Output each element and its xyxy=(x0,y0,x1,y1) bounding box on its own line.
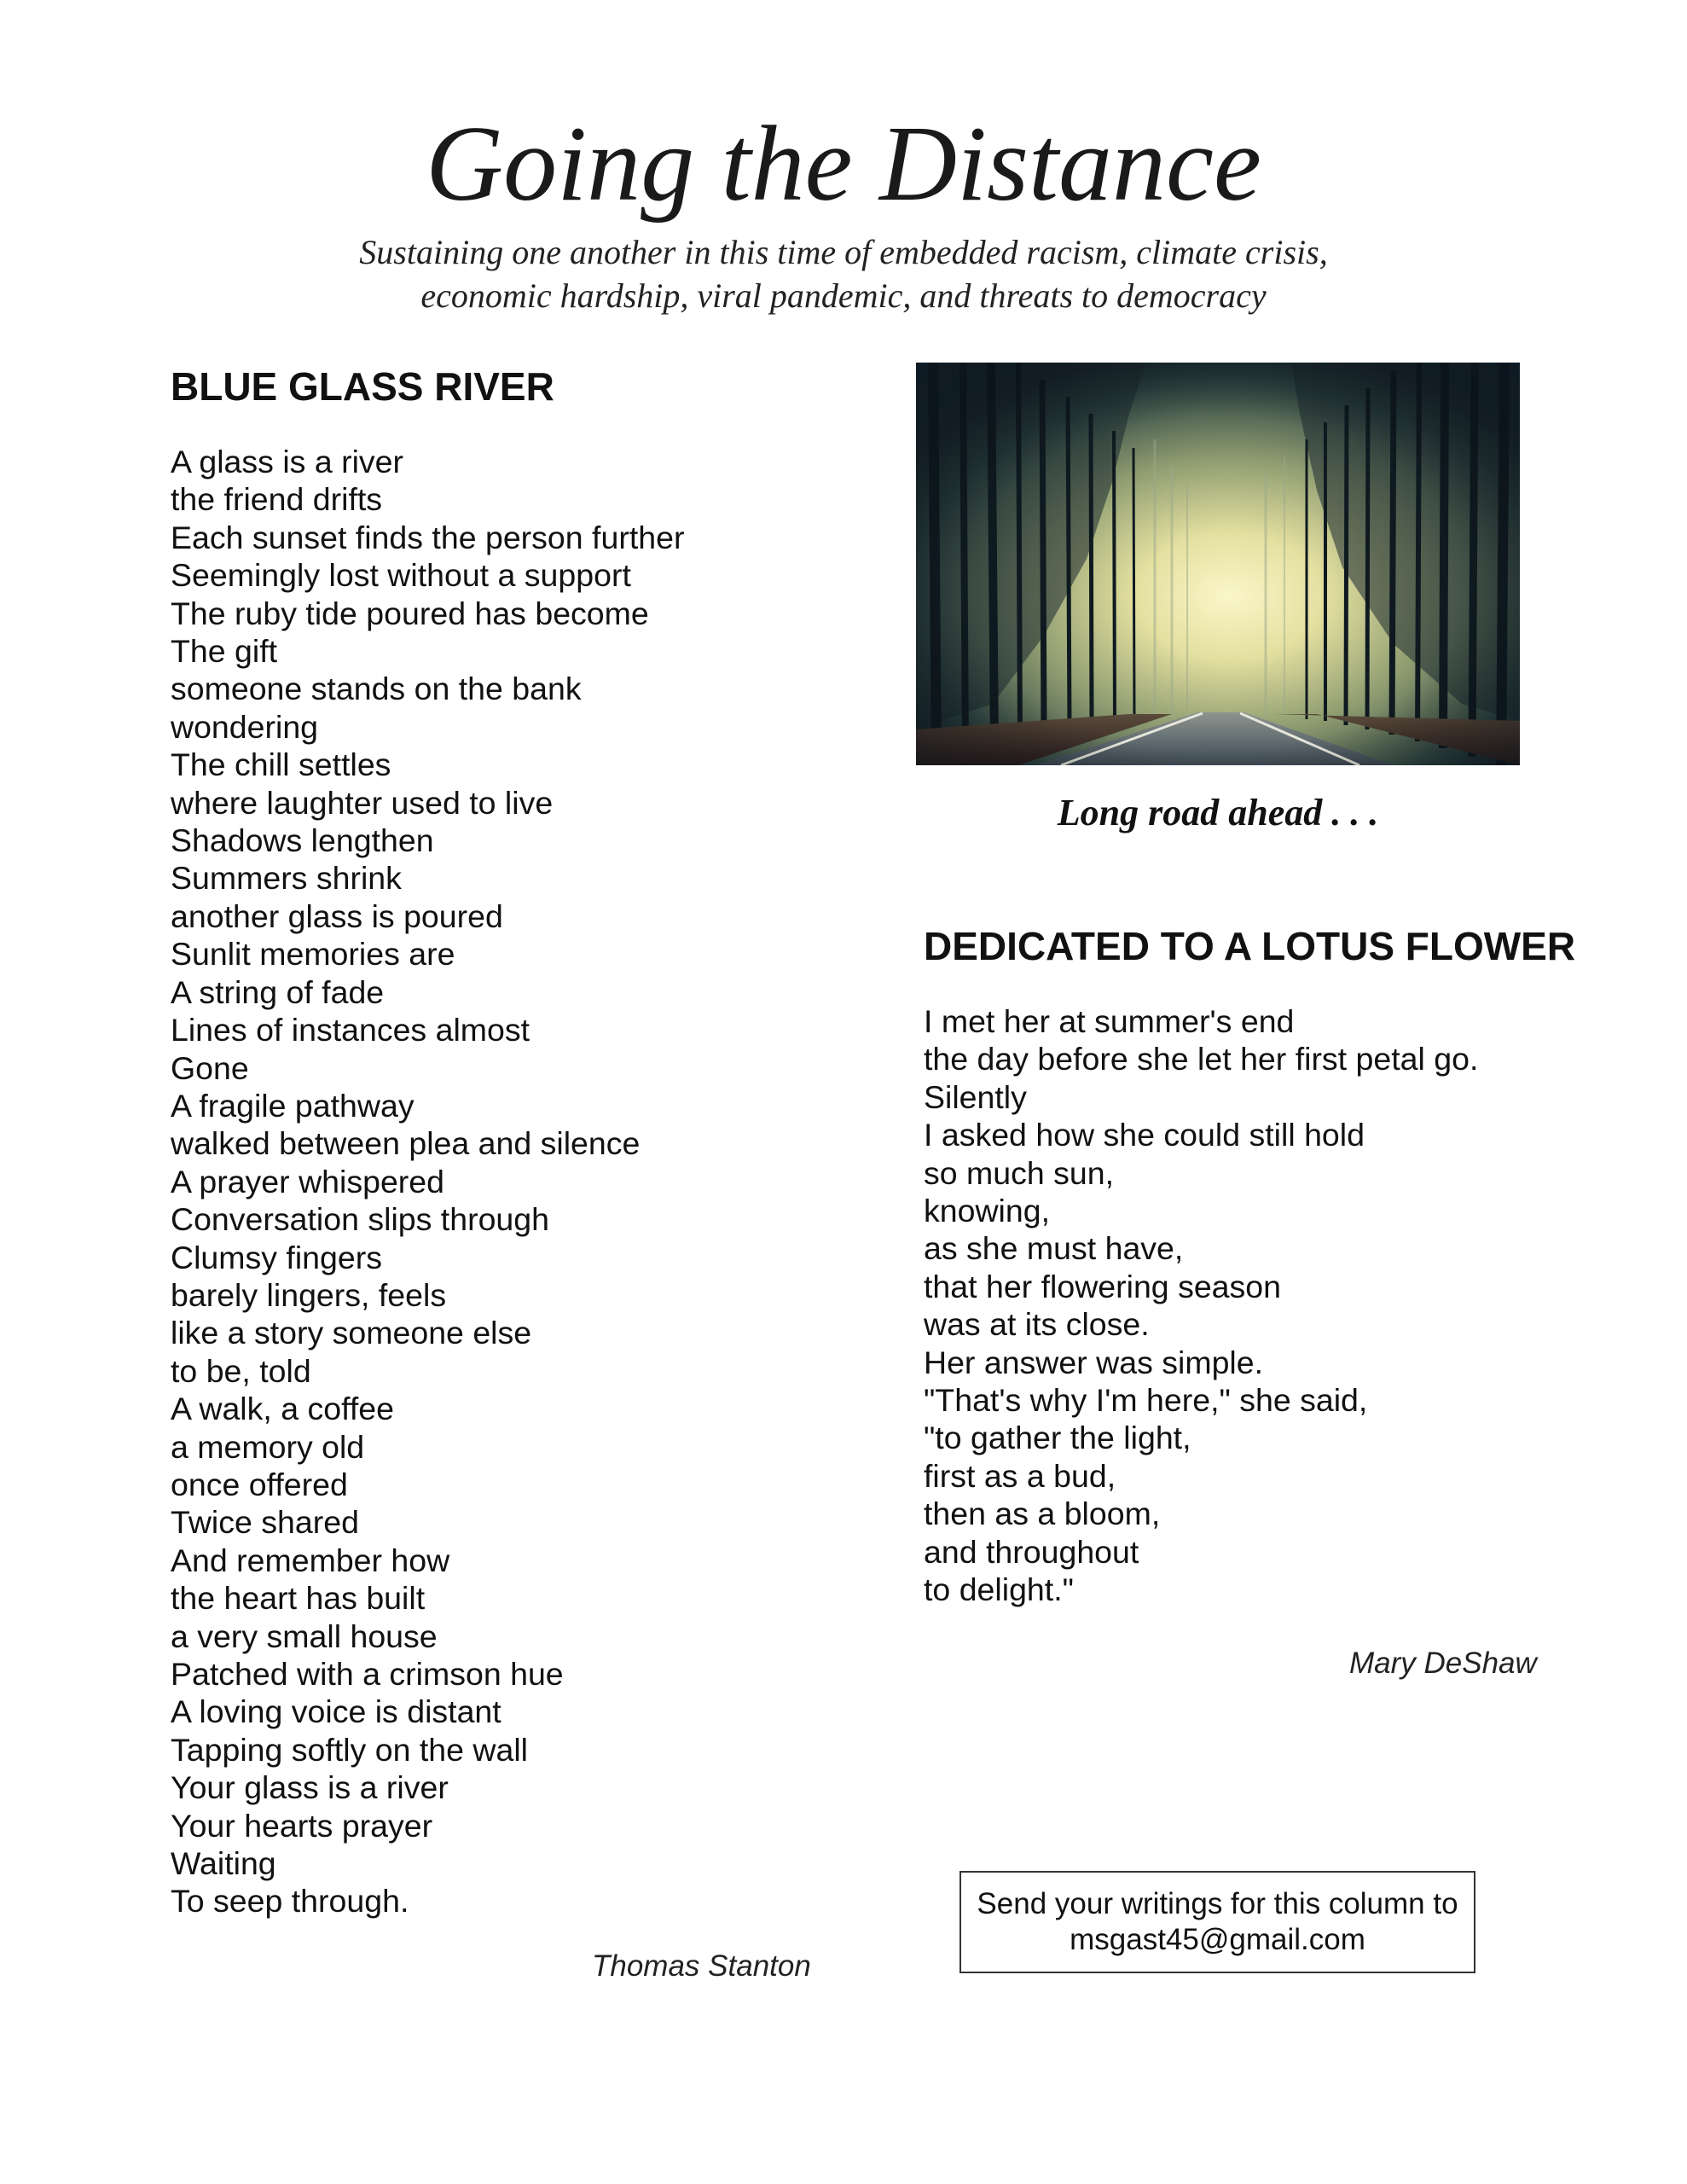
poem-line: Silently xyxy=(924,1078,1027,1115)
poem-line: "to gather the light, xyxy=(924,1420,1191,1456)
poem-line: and throughout xyxy=(924,1533,1139,1570)
poem-line: the day before she let her first petal go. xyxy=(924,1041,1479,1077)
poem-line: like a story someone else xyxy=(171,1315,532,1351)
author-mary-deshaw: Mary DeShaw xyxy=(1349,1647,1537,1680)
poem-line: Each sunset finds the person further xyxy=(171,519,685,555)
poem-line: To seep through. xyxy=(171,1883,409,1920)
poem-line: Shadows lengthen xyxy=(171,822,434,859)
poem-line: knowing, xyxy=(924,1193,1051,1229)
poem-title-lotus-flower: DEDICATED TO A LOTUS FLOWER xyxy=(924,924,1576,968)
poem-line: Your hearts prayer xyxy=(171,1807,433,1844)
poem-line: A fragile pathway xyxy=(171,1087,415,1124)
poem-line: Clumsy fingers xyxy=(171,1239,382,1275)
poem-line: Summers shrink xyxy=(171,860,402,897)
subtitle-line-1: Sustaining one another in this time of embedded racism, climate crisis, xyxy=(359,233,1328,271)
submission-info-box xyxy=(959,1871,1475,1973)
poem-line: once offered xyxy=(171,1466,348,1502)
poem-line: "That's why I'm here," she said, xyxy=(924,1382,1368,1419)
poem-line: A string of fade xyxy=(171,973,385,1010)
page-title: Going the Distance xyxy=(426,105,1261,224)
poem-line: then as a bloom, xyxy=(924,1496,1161,1532)
forest-road-image xyxy=(916,363,1520,765)
poem-line: Waiting xyxy=(171,1845,276,1882)
poem-line: the heart has built xyxy=(171,1580,426,1617)
poem-body-lotus-flower xyxy=(924,1002,1478,1609)
photo-caption: Long road ahead . . . xyxy=(1057,792,1379,834)
poem-line: I met her at summer's end xyxy=(924,1003,1295,1039)
poem-line: the friend drifts xyxy=(171,481,383,518)
subtitle-line-2: economic hardship, viral pandemic, and threats to democracy xyxy=(420,276,1267,315)
poem-body-blue-glass-river xyxy=(171,443,684,1920)
poem-line: Sunlit memories are xyxy=(171,936,455,973)
poem-line: as she must have, xyxy=(924,1230,1184,1267)
poem-line: Patched with a crimson hue xyxy=(171,1656,564,1692)
poem-line: first as a bud, xyxy=(924,1457,1116,1494)
poem-line: The ruby tide poured has become xyxy=(171,595,649,631)
poem-title-blue-glass-river: BLUE GLASS RIVER xyxy=(171,364,554,409)
poem-line: Seemingly lost without a support xyxy=(171,557,631,594)
poem-line: A glass is a river xyxy=(171,444,404,479)
poem-line: Your glass is a river xyxy=(171,1769,449,1806)
poem-line: wondering xyxy=(171,708,319,745)
poem-line: barely lingers, feels xyxy=(171,1276,447,1313)
poem-line: where laughter used to live xyxy=(171,784,554,821)
poem-line: walked between plea and silence xyxy=(171,1125,641,1162)
poem-line: A prayer whispered xyxy=(171,1163,445,1199)
poem-line: The chill settles xyxy=(171,746,391,783)
poem-line: another glass is poured xyxy=(171,897,503,934)
poem-line: And remember how xyxy=(171,1542,450,1578)
poem-line: so much sun, xyxy=(924,1154,1115,1191)
poem-line: that her flowering season xyxy=(924,1268,1282,1304)
poem-line: A walk, a coffee xyxy=(171,1391,394,1427)
poem-line: Her answer was simple. xyxy=(924,1344,1264,1380)
submission-text: Send your writings for this column to xyxy=(977,1887,1458,1920)
poem-line: to be, told xyxy=(171,1352,311,1389)
submission-email[interactable]: msgast45@gmail.com xyxy=(1070,1923,1365,1956)
poem-line: A loving voice is distant xyxy=(171,1693,501,1730)
poem-line: a memory old xyxy=(171,1428,365,1465)
author-thomas-stanton: Thomas Stanton xyxy=(592,1949,811,1983)
forest-road-photo xyxy=(916,363,1520,765)
poem-line: Lines of instances almost xyxy=(171,1012,530,1048)
page-subtitle xyxy=(0,230,1687,317)
poem-line: Tapping softly on the wall xyxy=(171,1731,529,1768)
poem-line: Conversation slips through xyxy=(171,1201,549,1238)
poem-line: The gift xyxy=(171,633,278,670)
poem-line: Twice shared xyxy=(171,1504,359,1541)
poem-line: someone stands on the bank xyxy=(171,671,582,707)
poem-line: to delight." xyxy=(924,1571,1074,1608)
poem-line: was at its close. xyxy=(924,1306,1150,1343)
poem-line: a very small house xyxy=(171,1618,438,1654)
poem-line: I asked how she could still hold xyxy=(924,1117,1365,1153)
poem-line: Gone xyxy=(171,1049,249,1086)
